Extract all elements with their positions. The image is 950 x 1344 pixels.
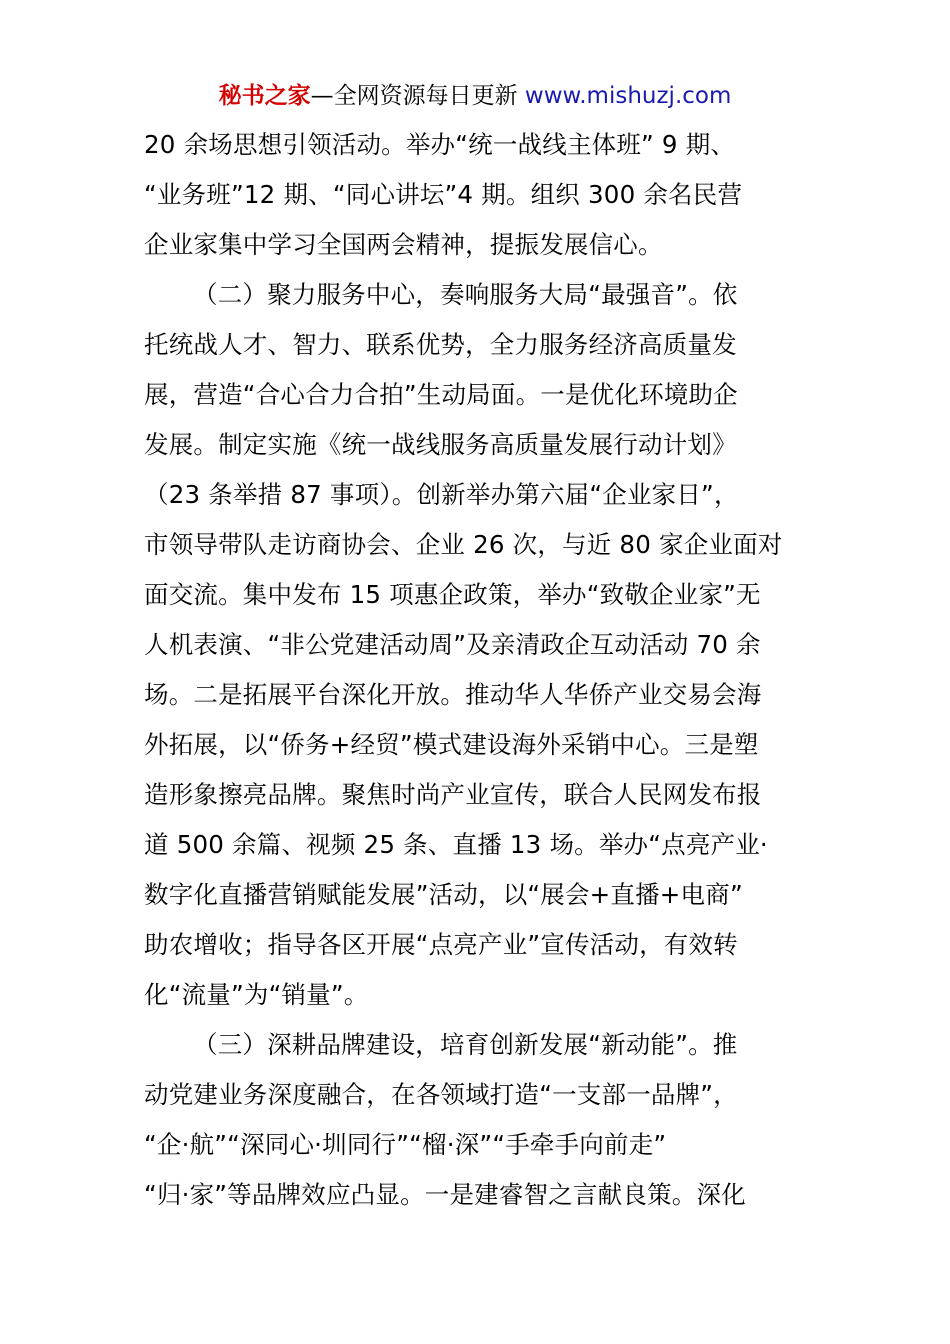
site-url-link[interactable]: www.mishuzj.com [524,83,732,109]
site-brand: 秘书之家 [218,83,311,109]
text-line-17: 助农增收；指导各区开展“点亮产业”宣传活动，有效转 [144,930,738,959]
text-line-4: （二）聚力服务中心，奏响服务大局“最强音”。依 [193,280,738,309]
text-line-8: （23 条举措 87 事项）。创新举办第六届“企业家日”， [144,480,739,509]
text-line-9: 市领导带队走访商协会、企业 26 次，与近 80 家企业面对 [144,530,783,559]
text-line-19: （三）深耕品牌建设，培育创新发展“新动能”。推 [193,1030,738,1059]
text-line-6: 展，营造“合心合力合拍”生动局面。一是优化环境助企 [144,380,738,409]
text-line-20: 动党建业务深度融合，在各领域打造“一支部一品牌”， [144,1080,738,1109]
text-line-3: 企业家集中学习全国两会精神，提振发展信心。 [144,230,663,259]
text-line-21: “企·航”“深同心·圳同行”“榴·深”“手牵手向前走” [144,1130,667,1159]
text-line-15: 道 500 余篇、视频 25 条、直播 13 场。举办“点亮产业· [144,830,768,859]
text-line-7: 发展。制定实施《统一战线服务高质量发展行动计划》 [144,430,737,459]
text-line-14: 造形象擦亮品牌。聚焦时尚产业宣传，联合人民网发布报 [144,780,762,809]
text-line-22: “归·家”等品牌效应凸显。一是建睿智之言献良策。深化 [144,1180,746,1209]
text-line-11: 人机表演、“非公党建活动周”及亲清政企互动活动 70 余 [144,630,761,659]
text-line-10: 面交流。集中发布 15 项惠企政策，举办“致敬企业家”无 [144,580,761,609]
site-header [0,80,950,112]
text-line-16: 数字化直播营销赋能发展”活动，以“展会+直播+电商” [144,880,743,909]
text-line-18: 化“流量”为“销量”。 [144,980,369,1009]
text-line-2: “业务班”12 期、“同心讲坛”4 期。组织 300 余名民营 [144,180,743,209]
text-line-12: 场。二是拓展平台深化开放。推动华人华侨产业交易会海 [144,680,762,709]
text-line-5: 托统战人才、智力、联系优势，全力服务经济高质量发 [144,330,737,359]
text-line-1: 20 余场思想引领活动。举办“统一战线主体班” 9 期、 [144,130,736,159]
text-line-13: 外拓展，以“侨务+经贸”模式建设海外采销中心。三是塑 [144,730,759,759]
site-tagline: —全网资源每日更新 [310,83,518,109]
